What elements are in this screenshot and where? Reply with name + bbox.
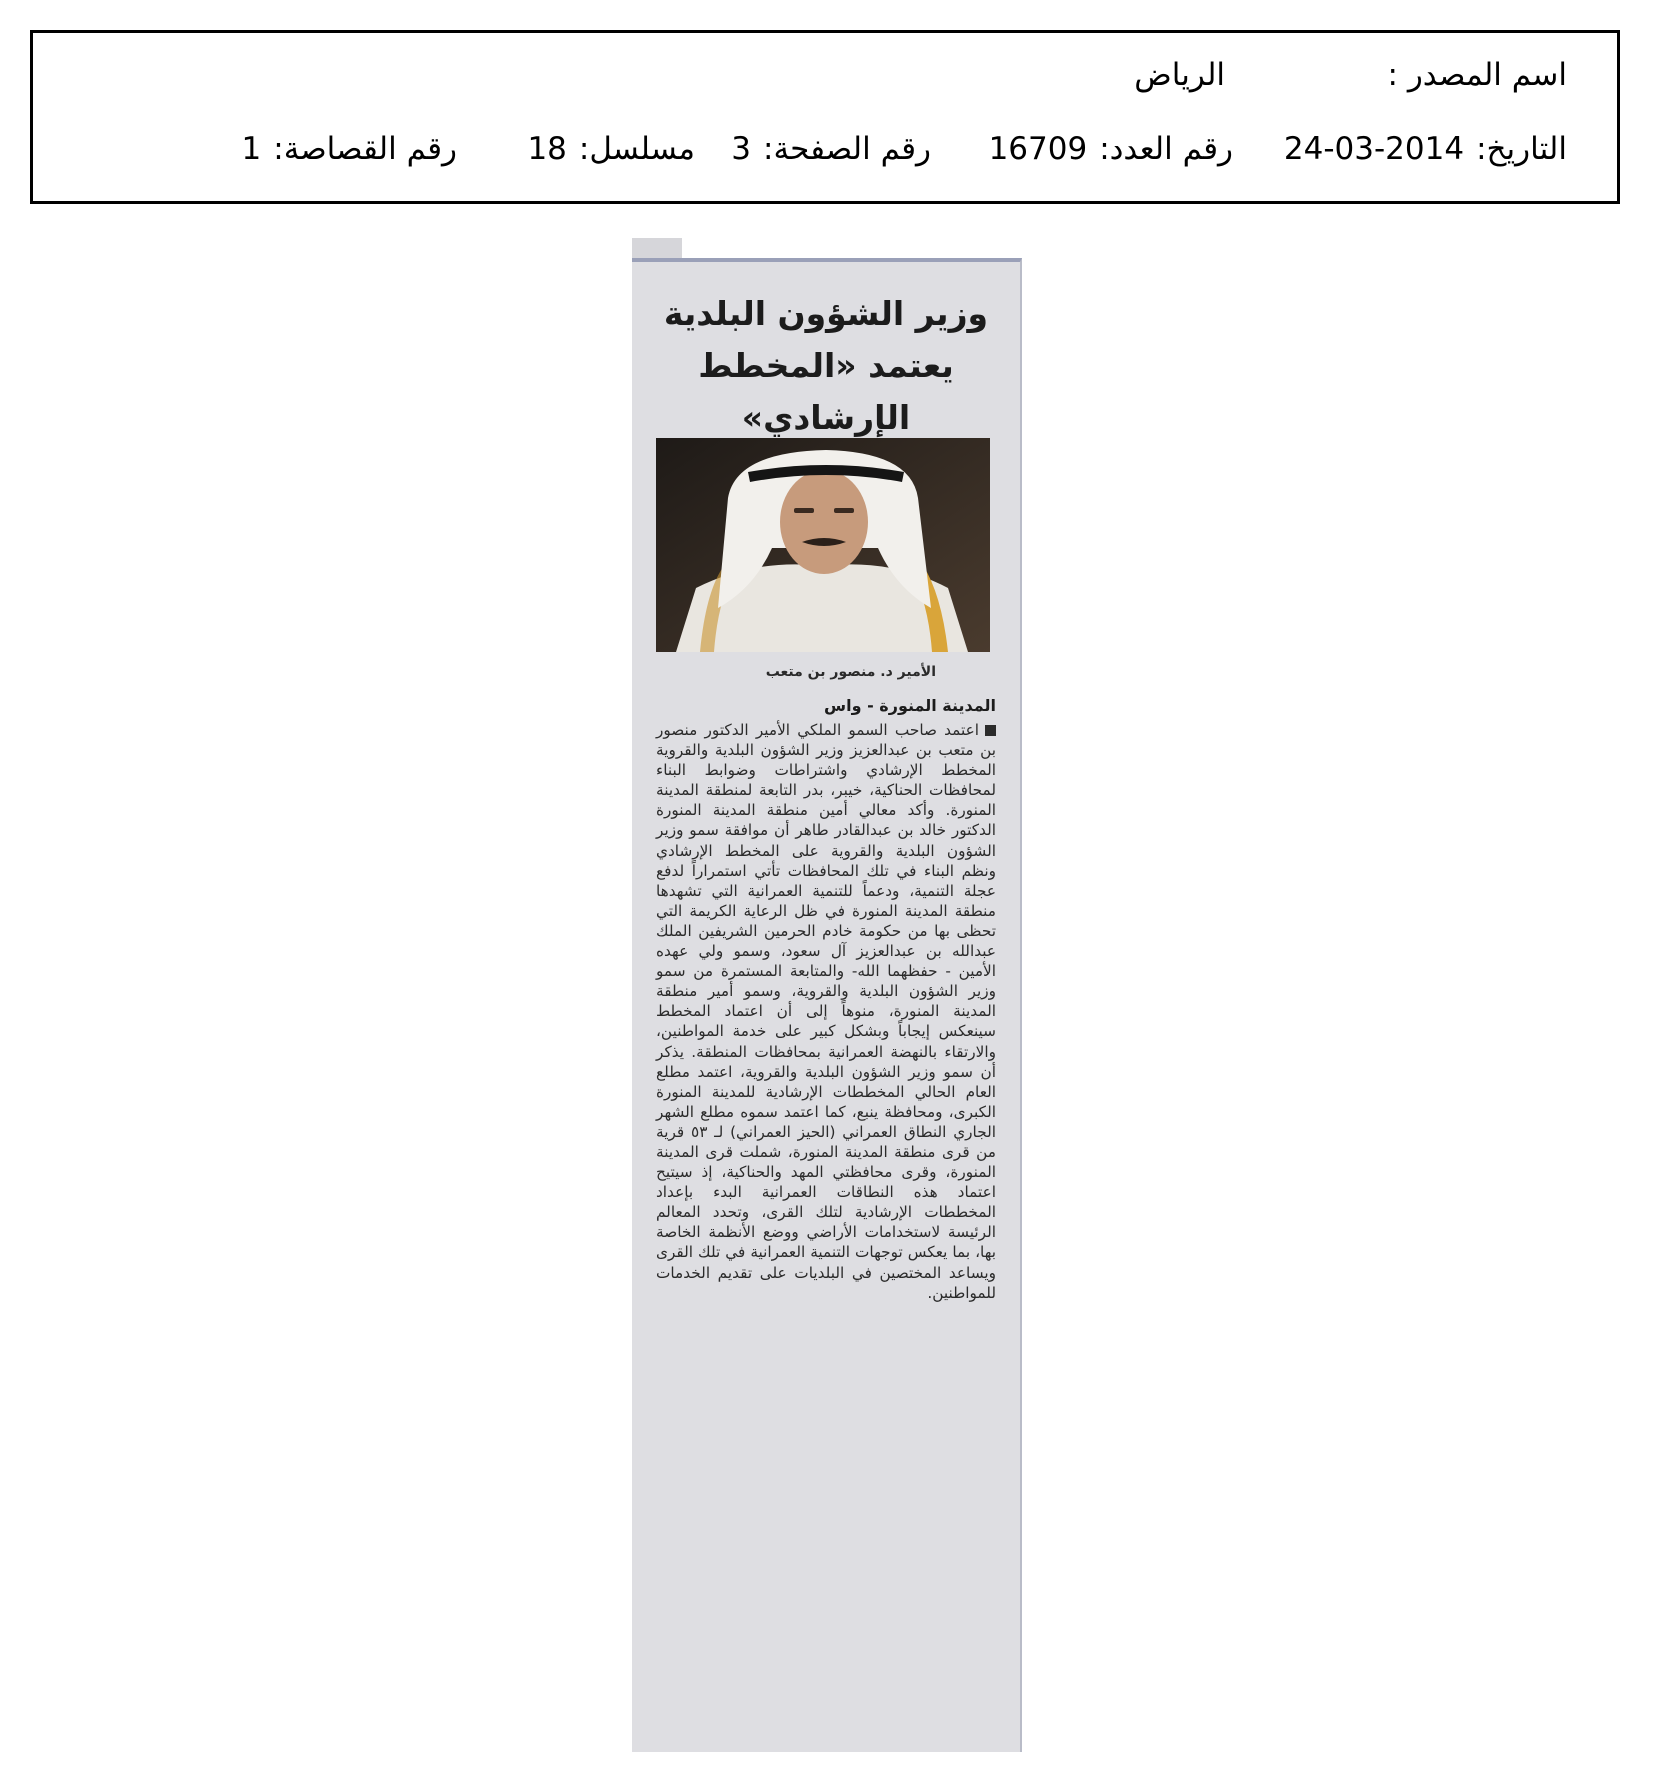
article-body-text: اعتمد صاحب السمو الملكي الأمير الدكتور منصور بن متعب بن عبدالعزيز وزير الشؤون البلدية والقروية المخطط الإرشادي واشتراطات وضوابط البناء لمحافظات الحناكية، خيبر، بدر التابعة لمنطقة المدينة المنورة. وأكد معالي أمين منطقة المدينة المنورة الدكتور خالد بن عبدالقادر طاهر أن موافقة سمو وزير الشؤون البلدية والقروية على المخطط الإرشادي ونظم البناء في تلك المحافظات تأتي استمراراً لدفع عجلة التنمية، ودعماً للتنمية العمرانية التي تشهدها منطقة المدينة المنورة في ظل الرعاية الكريمة التي تحظى بها من حكومة خادم الحرمين الشريفين الملك عبدالله بن عبدالعزيز آل سعود، وسمو ولي عهده الأمين - حفظهما الله- والمتابعة المستمرة من سمو وزير الشؤون البلدية والقروية، وسمو أمير منطقة المدينة المنورة، منوهاً إلى أن اعتماد المخطط سينعكس إيجاباً وبشكل كبير على خدمة المواطنين، والارتقاء بالنهضة العمرانية بمحافظات المنطقة. يذكر أن سمو وزير الشؤون البلدية والقروية، اعتمد مطلع العام الحالي المخططات الإرشادية للمدينة المنورة الكبرى، ومحافظة ينبع، كما اعتمد سموه مطلع الشهر الجاري النطاق العمراني (الحيز العمراني) لـ ٥٣ قرية من قرى منطقة المدينة المنورة، شملت قرى المدينة المنورة، وقرى محافظتي المهد والحناكية، إذ سيتيح اعتماد هذه النطاقات العمرانية البدء بإعداد المخططات الإرشادية لتلك القرى، وتحدد المعالم الرئيسة لاستخدامات الأراضي ووضع الأنظمة الخاصة بها، بما يعكس توجهات التنمية العمرانية في تلك القرى ويساعد المختصين في البلديات على تقديم الخدمات للمواطنين. — [656, 721, 996, 1302]
source-field — [1376, 55, 1567, 95]
issue-label: رقم العدد: — [1099, 131, 1233, 167]
serial-value: 18 — [527, 131, 567, 167]
issue-value: 16709 — [988, 131, 1088, 167]
clipping-tab — [632, 238, 682, 260]
page-label: رقم الصفحة: — [763, 131, 931, 167]
page-field — [731, 129, 931, 169]
photo-caption: الأمير د. منصور بن متعب — [765, 664, 936, 680]
serial-field — [527, 129, 695, 169]
issue-field — [989, 129, 1233, 169]
source-label: اسم المصدر : — [1387, 57, 1567, 93]
article-dateline: المدينة المنورة - واس — [824, 696, 996, 715]
clip-number-value: 1 — [241, 131, 262, 167]
portrait-image — [656, 438, 990, 652]
clipping-metadata-box — [30, 30, 1620, 204]
serial-label: مسلسل: — [578, 131, 695, 167]
article-body — [656, 720, 996, 1303]
date-field — [1284, 129, 1567, 169]
clip-number-label: رقم القصاصة: — [273, 131, 457, 167]
paragraph-bullet-icon — [985, 725, 996, 736]
article-headline: وزير الشؤون البلدية يعتمد «المخطط الإرشادي» — [663, 294, 989, 437]
date-value: 2014-03-24 — [1283, 131, 1465, 167]
article-photo — [656, 438, 990, 652]
newspaper-clipping — [632, 258, 1022, 1752]
clip-number-field — [242, 129, 457, 169]
source-value: الرياض — [1134, 57, 1225, 93]
date-label: التاريخ: — [1476, 131, 1567, 167]
page-value: 3 — [731, 131, 752, 167]
